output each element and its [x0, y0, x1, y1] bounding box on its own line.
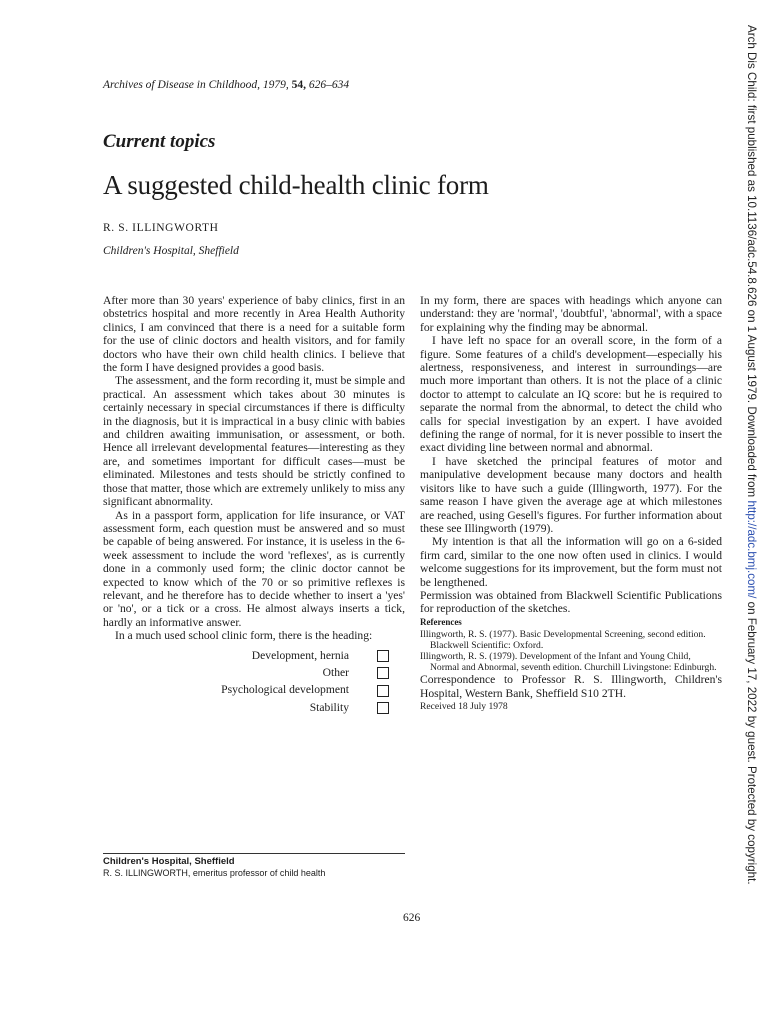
right-column [420, 294, 722, 713]
footnote-divider [103, 853, 405, 854]
journal-pages: 626–634 [308, 79, 350, 91]
paragraph: The assessment, and the form recording it, must be simple and practical. An assessment which takes about 30 minutes is certainly necessary in special circumstances if there is difficulty in the diagnosis, but it is impractical in a busy clinic with babies and children awaiting immunisation, or assessment, or both. Hence all irrelevant developmental features—interesting as they are, and sometimes important for difficult cases—must be eliminated. Milestones and tests should be strictly confined to those that matter, those which are extremely unlikely to miss any significant abnormality. [103, 374, 405, 509]
permission-note: Permission was obtained from Blackwell Scientific Publications for reproduction of the sketches. [420, 588, 722, 616]
side-banner-text: on February 17, 2022 by guest. Protected by copyright. [745, 601, 758, 885]
journal-volume: 54, [291, 79, 307, 91]
received-date: Received 18 July 1978 [420, 700, 508, 712]
side-banner-link[interactable]: http://adc.bmj.com/ [745, 500, 758, 599]
checkbox-icon [377, 685, 389, 697]
heading-row [103, 647, 405, 664]
left-column [103, 294, 405, 716]
reference-item: Illingworth, R. S. (1979). Development of the Infant and Young Child, Normal and Abnormal, seventh edition. Churchill Livingstone: Edinburgh. [420, 651, 717, 674]
page-number: 626 [403, 912, 421, 924]
paragraph: In my form, there are spaces with headings which anyone can understand: they are 'normal', 'doubtful', 'abnormal', with a space for explaining why the finding may be abnormal. [420, 294, 722, 334]
heading-row [103, 681, 405, 698]
heading-row [103, 699, 405, 716]
paragraph: My intention is that all the information will go on a 6-sided firm card, similar to the one now often used in clinics. I would welcome suggestions for its improvement, but the form must not be lengthened. [420, 535, 722, 589]
paragraph: I have sketched the principal features of motor and manipulative development because many doctors and health visitors like to have such a guide (Illingworth, 1977). For the same reason I have given the average age at which milestones are reached, using Gesell's figures. For further information about these see Illingworth (1979). [420, 454, 722, 535]
heading-row [103, 664, 405, 681]
journal-citation [103, 79, 349, 91]
paragraph: As in a passport form, application for life insurance, or VAT assessment form, each question must be answered and so must be capable of being answered. For instance, it is useless in the 6-week assessment to include the word 'reflexes', as is currently done in a commonly used form; the clinic doctor cannot be expected to know which of the 70 or so primitive reflexes is relevant, and he therefore has to decide whether to insert a 'yes' or 'no', or a tick or a cross. He almost always inserts a tick, hardly an informative answer. [103, 508, 405, 629]
heading-example-table [103, 647, 405, 716]
journal-year: 1979, [262, 79, 289, 91]
checkbox-icon [377, 702, 389, 714]
footnote-author-line: R. S. ILLINGWORTH, emeritus professor of child health [103, 868, 326, 878]
article-title: A suggested child-health clinic form [103, 170, 489, 200]
journal-name: Archives of Disease in Childhood, [103, 79, 261, 91]
checkbox-icon [377, 650, 389, 662]
paragraph: I have left no space for an overall score, in the form of a figure. Some features of a child's development—especially his alertness, responsiveness, and interest in surroundings—are much more important than others. It is not the place of a clinic doctor to attempt to calculate an IQ score: but he is required to separate the normal from the abnormal, to detect the child who calls for special investigation by an expert. I have avoided defining the range of normal, for it is never possible to insert the exact dividing line between normal and abnormal. [420, 334, 722, 455]
section-heading: Current topics [103, 131, 216, 152]
author-name: R. S. ILLINGWORTH [103, 222, 219, 234]
paragraph: In a much used school clinic form, there is the heading: [115, 629, 373, 643]
paragraph: After more than 30 years' experience of baby clinics, first in an obstetrics hospital and more recently in Area Health Authority clinics, I am convinced that there is a need for a suitable form for the use of clinic doctors and health visitors, and for family doctors who have their own child health clinics. I believe that the form I have designed provides a good basis. [103, 294, 405, 375]
heading-row-label: Stability [309, 700, 349, 714]
footnote-institution: Children's Hospital, Sheffield [103, 856, 235, 867]
author-affiliation: Children's Hospital, Sheffield [103, 245, 239, 257]
heading-row-label: Other [322, 666, 349, 680]
heading-row-label: Psychological development [221, 683, 349, 697]
references-heading: References [420, 616, 462, 627]
side-banner-text: Arch Dis Child: first published as 10.1136/adc.54.8.626 on 1 August 1979. Downloaded from [745, 25, 758, 498]
correspondence-note: Correspondence to Professor R. S. Illingworth, Children's Hospital, Western Bank, Sheffield S10 2TH. [420, 673, 722, 700]
side-banner [744, 25, 758, 1000]
reference-item: Illingworth, R. S. (1977). Basic Developmental Screening, second edition. Blackwell Scientific: Oxford. [420, 629, 706, 652]
checkbox-icon [377, 667, 389, 679]
heading-row-label: Development, hernia [251, 648, 349, 662]
